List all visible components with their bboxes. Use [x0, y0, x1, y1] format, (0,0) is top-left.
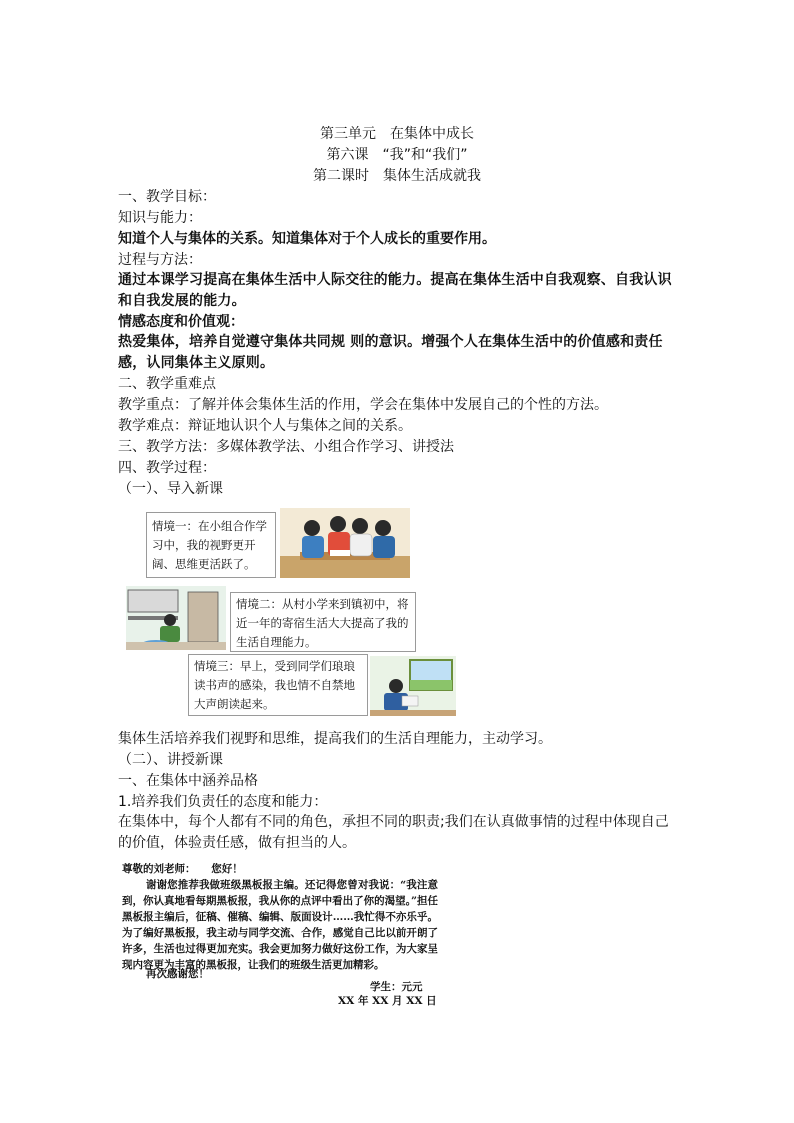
scene2-text: 情境二：从村小学来到镇初中，将近一年的寄宿生活大大提高了我的生活自理能力。 [236, 597, 409, 649]
unit-title: 第三单元 在集体中成长 [320, 126, 474, 142]
scene3-card [188, 654, 368, 716]
process-heading: 四、教学过程： [118, 460, 216, 476]
letter-signature: 学生：元元 [370, 981, 423, 993]
knowledge-label: 知识与能力： [118, 210, 202, 226]
dorm-photo [126, 586, 226, 650]
scene1-card [146, 512, 276, 578]
section-heading: 一、在集体中涵养品格 [118, 773, 258, 789]
point1-text: 在集体中，每个人都有不同的角色，承担不同的职责;我们在认真做事情的过程中体现自己的价值，体验责任感，做有担当的人。 [118, 814, 669, 851]
scene1-text: 情境一：在小组合作学习中，我的视野更开阔、思维更活跃了。 [152, 519, 267, 571]
process-text: 通过本课学习提高在集体生活中人际交往的能力。提高在集体生活中自我观察、自我认识和自我发展的能力。 [118, 272, 672, 309]
difficulties-heading: 二、教学重难点 [118, 376, 216, 392]
new-lesson-heading: （二）、讲授新课 [118, 752, 223, 768]
letter-date: XX 年 XX 月 XX 日 [338, 995, 437, 1007]
scene2-card [230, 592, 416, 652]
knowledge-text: 知道个人与集体的关系。知道集体对于个人成长的重要作用。 [118, 231, 496, 247]
group-study-photo [280, 508, 410, 578]
emotion-text: 热爱集体，培养自觉遵守集体共同规 则的意识。增强个人在集体生活中的价值感和责任感，认同集体主义原则。 [118, 334, 663, 371]
difficult-point: 教学难点：辩证地认识个人与集体之间的关系。 [118, 418, 412, 434]
reading-photo [370, 656, 456, 716]
methods: 三、教学方法：多媒体教学法、小组合作学习、讲授法 [118, 439, 454, 455]
key-point: 教学重点：了解并体会集体生活的作用，学会在集体中发展自己的个性的方法。 [118, 397, 608, 413]
period-title: 第二课时 集体生活成就我 [313, 168, 481, 184]
letter-greeting: 尊敬的刘老师： 您好！ [122, 863, 243, 875]
summary-text: 集体生活培养我们视野和思维，提高我们的生活自理能力，主动学习。 [118, 731, 552, 747]
intro-heading: （一）、导入新课 [118, 481, 223, 497]
lesson-title: 第六课 “我”和“我们” [326, 147, 468, 163]
scene3-text: 情境三：早上，受到同学们琅琅读书声的感染，我也情不自禁地大声朗读起来。 [194, 659, 355, 711]
process-label: 过程与方法： [118, 252, 202, 268]
letter-thanks: 再次感谢您！ [146, 968, 209, 980]
emotion-label: 情感态度和价值观： [118, 314, 244, 330]
letter-body: 谢谢您推荐我做班级黑板报主编。还记得您曾对我说：“我注意到，你认真地看每期黑板报，我从你的点评中看出了你的渴望。”担任黑板报主编后，征稿、催稿、编辑、版面设计……我忙得不亦乐乎。为了编好黑板报，我主动与同学交流、合作，感觉自己比以前开朗了许多，生活也过得更加充实。我会更加努力做好这份工作，为大家呈现内容更为丰富的黑板报，让我们的班级生活更加精彩。 [122, 879, 438, 971]
objectives-heading: 一、教学目标： [118, 189, 216, 205]
point1-heading: 1.培养我们负责任的态度和能力： [118, 794, 328, 810]
